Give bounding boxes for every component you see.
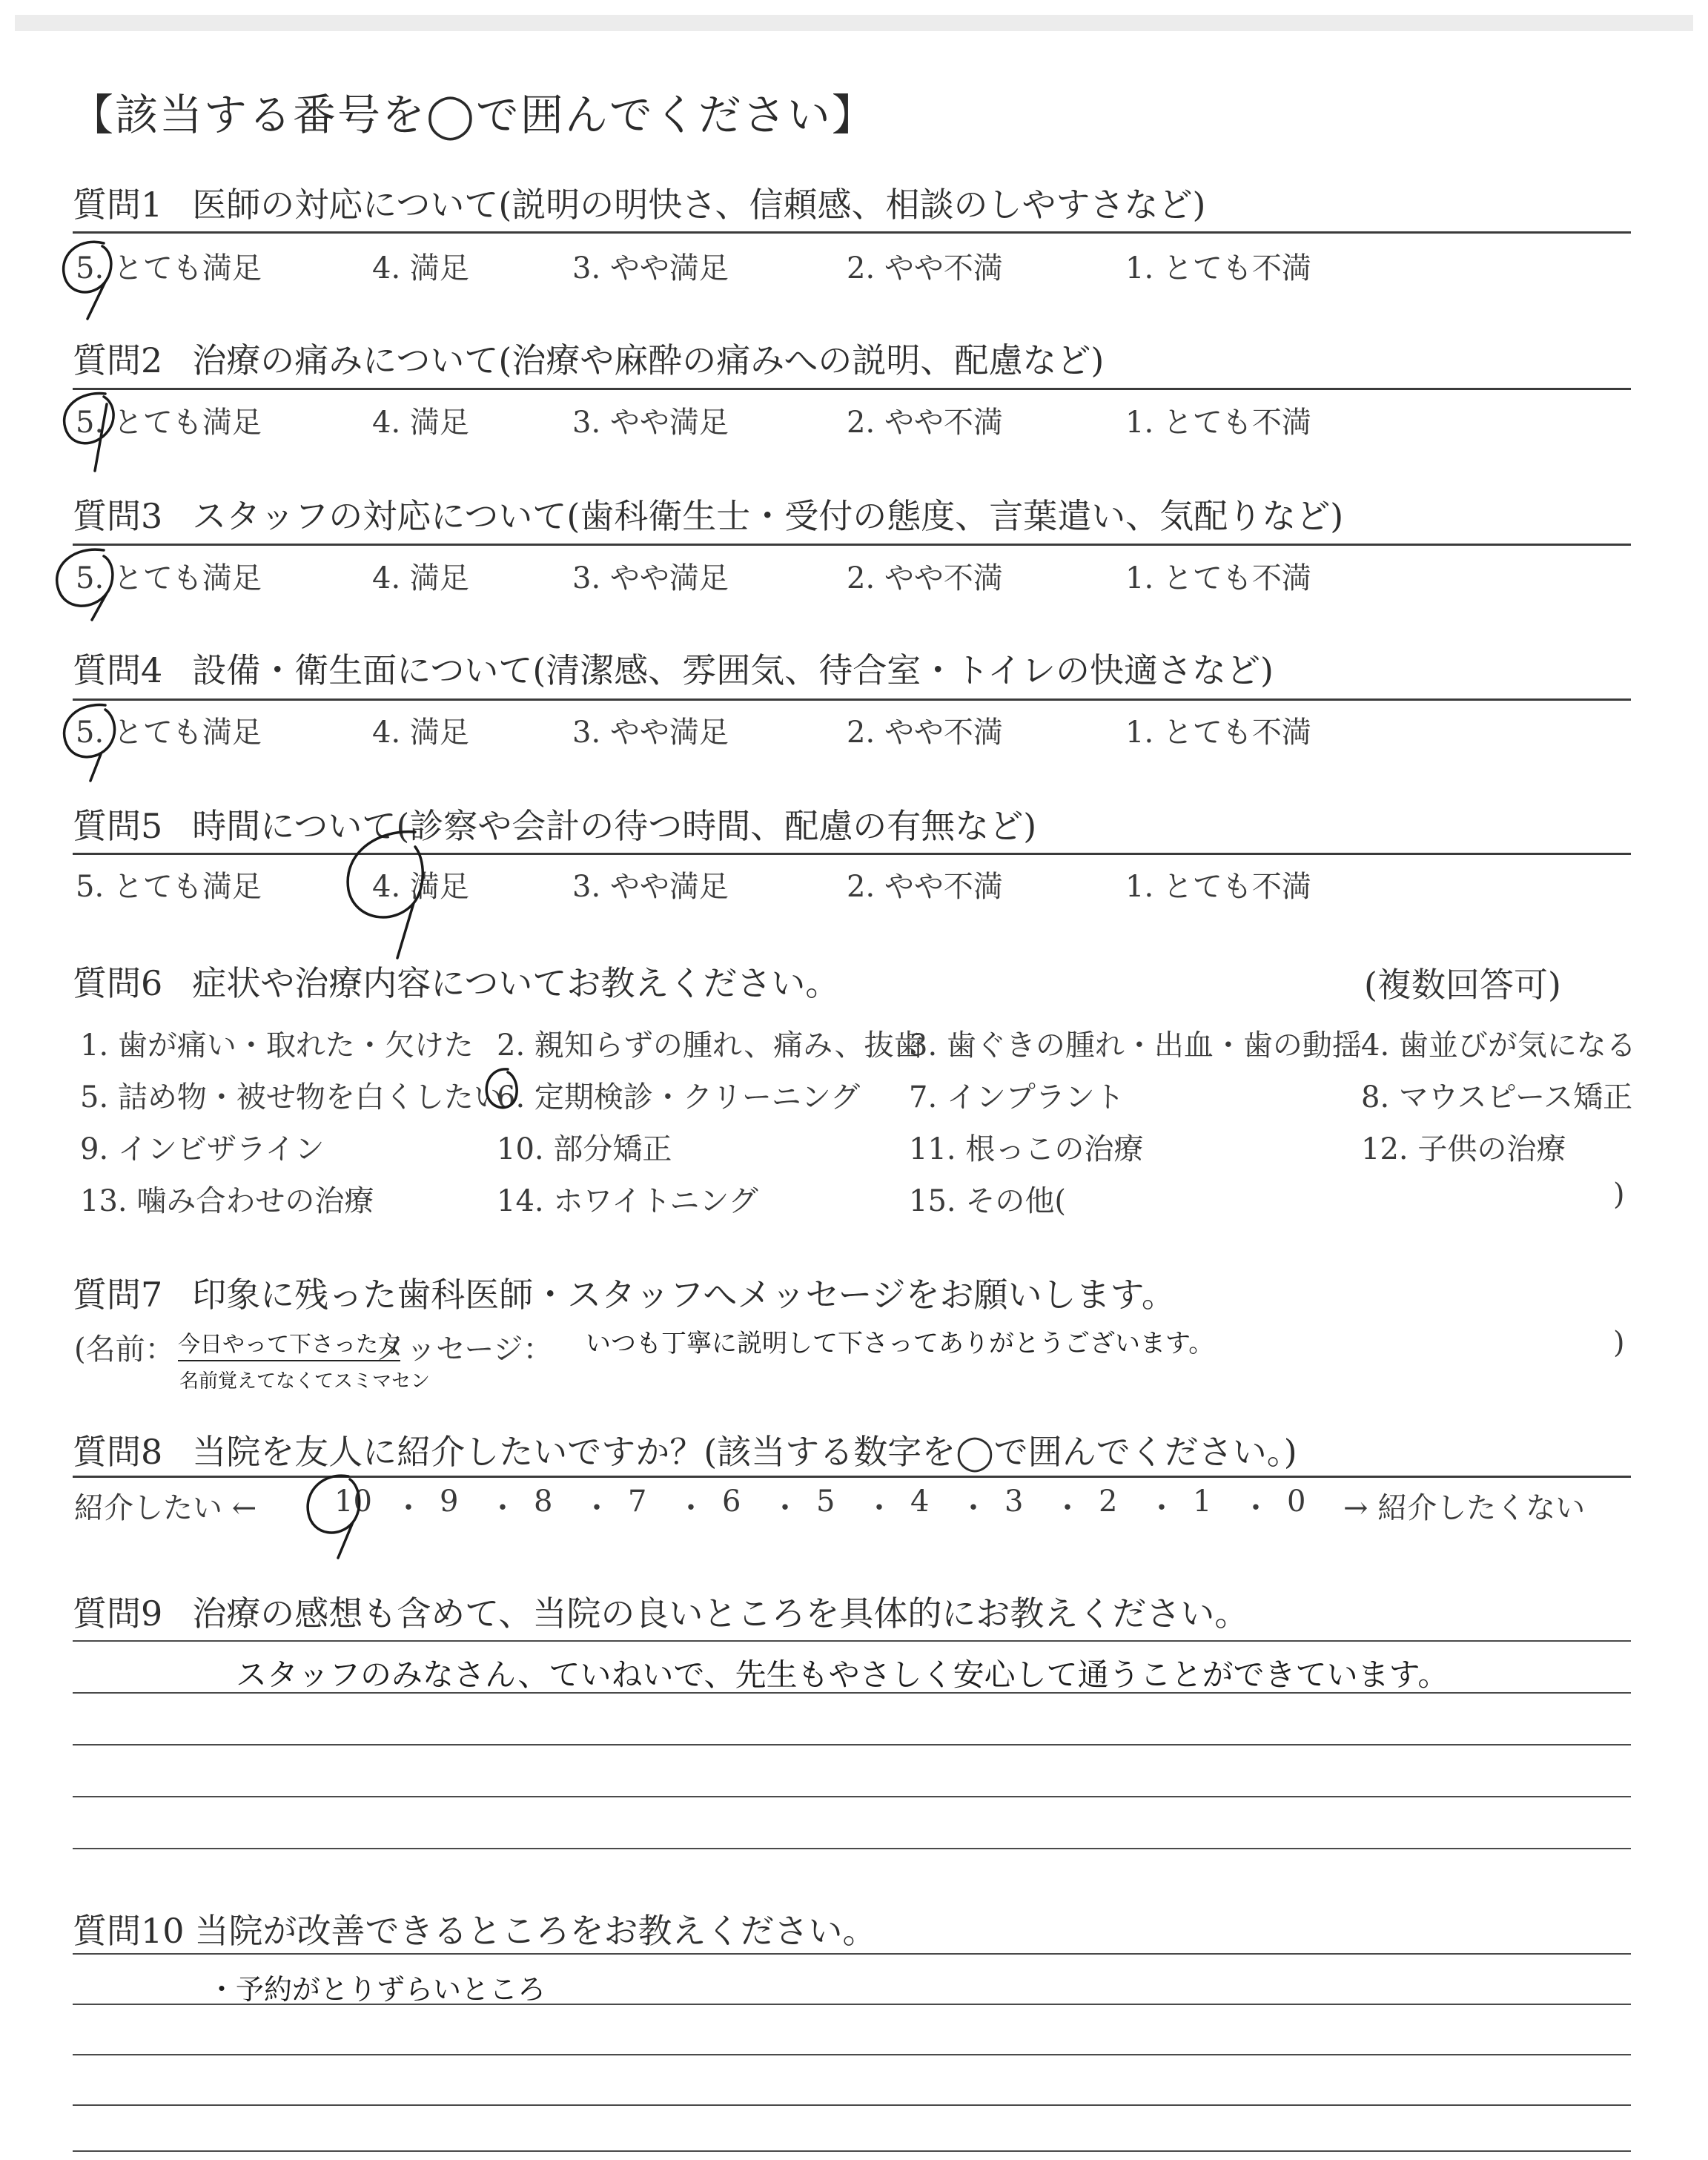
question-8-text: 当院を友人に紹介したいですか？(該当する数字を◯で囲んでください。) bbox=[192, 1432, 1297, 1472]
q4-option-4[interactable]: 4. 満足 bbox=[372, 716, 469, 750]
q8-score-5[interactable]: 5 bbox=[816, 1484, 835, 1519]
question-4-title bbox=[73, 644, 1274, 693]
q6-option-6[interactable]: 6. 定期検診・クリーニング bbox=[497, 1080, 861, 1114]
q9-line-4 bbox=[73, 1796, 1631, 1797]
question-3-text: スタッフの対応について(歯科衛生士・受付の態度、言葉遣い、気配りなど) bbox=[192, 496, 1344, 536]
q4-option-2[interactable]: 2. やや不満 bbox=[847, 716, 1003, 750]
question-8-number: 質問8 bbox=[73, 1432, 163, 1472]
q9-line-3 bbox=[73, 1744, 1631, 1745]
q8-score-4[interactable]: 4 bbox=[910, 1484, 930, 1519]
q6-option-15[interactable]: 15. その他( bbox=[909, 1184, 1066, 1218]
q8-separator-dot: ・ bbox=[1053, 1491, 1082, 1525]
question-10-text: 当院が改善できるところをお教えください。 bbox=[194, 1911, 877, 1951]
q1-option-3[interactable]: 3. やや満足 bbox=[572, 251, 729, 285]
question-1-rule bbox=[73, 231, 1631, 234]
q10-line-4 bbox=[73, 2104, 1631, 2106]
q3-option-2[interactable]: 2. やや不満 bbox=[847, 561, 1003, 595]
q8-score-10[interactable]: 10 bbox=[334, 1484, 372, 1519]
question-3-number: 質問3 bbox=[73, 496, 163, 536]
q10-line-3 bbox=[73, 2054, 1631, 2055]
q9-line-5 bbox=[73, 1848, 1631, 1849]
q6-option-7[interactable]: 7. インプラント bbox=[909, 1080, 1125, 1114]
page-title: 【該当する番号を◯で囲んでください】 bbox=[70, 90, 876, 140]
q8-separator-dot: ・ bbox=[864, 1491, 894, 1525]
q8-score-0[interactable]: 0 bbox=[1287, 1484, 1306, 1519]
q6-option-2[interactable]: 2. 親知らずの腫れ、痛み、抜歯 bbox=[497, 1028, 924, 1063]
q2-option-3[interactable]: 3. やや満足 bbox=[572, 406, 729, 440]
question-5-rule bbox=[73, 853, 1631, 855]
q3-option-1[interactable]: 1. とても不満 bbox=[1125, 561, 1311, 595]
q7-close-paren: ) bbox=[1613, 1326, 1625, 1360]
question-9-text: 治療の感想も含めて、当院の良いところを具体的にお教えください。 bbox=[192, 1593, 1249, 1634]
q5-option-5[interactable]: 5. とても満足 bbox=[76, 870, 262, 904]
q8-separator-dot: ・ bbox=[488, 1491, 517, 1525]
q8-score-2[interactable]: 2 bbox=[1099, 1484, 1118, 1519]
q8-score-3[interactable]: 3 bbox=[1004, 1484, 1024, 1519]
q8-score-7[interactable]: 7 bbox=[628, 1484, 647, 1519]
q5-option-2[interactable]: 2. やや不満 bbox=[847, 870, 1003, 904]
q1-option-4[interactable]: 4. 満足 bbox=[372, 251, 469, 285]
question-7-number: 質問7 bbox=[73, 1275, 163, 1315]
question-2-rule bbox=[73, 388, 1631, 390]
question-9-number: 質問9 bbox=[73, 1593, 163, 1634]
q6-option-1[interactable]: 1. 歯が痛い・取れた・欠けた bbox=[80, 1028, 474, 1063]
q8-left-label: 紹介したい ← bbox=[74, 1491, 257, 1525]
q2-option-1[interactable]: 1. とても不満 bbox=[1125, 406, 1311, 440]
question-2-text: 治療の痛みについて(治療や麻酔の痛みへの説明、配慮など) bbox=[192, 340, 1105, 380]
q8-separator-dot: ・ bbox=[394, 1491, 423, 1525]
question-1-text: 医師の対応について(説明の明快さ、信頼感、相談のしやすさなど) bbox=[192, 185, 1206, 225]
q8-separator-dot: ・ bbox=[582, 1491, 612, 1525]
q5-option-3[interactable]: 3. やや満足 bbox=[572, 870, 729, 904]
question-2-number: 質問2 bbox=[73, 340, 163, 380]
q9-line-1 bbox=[73, 1640, 1631, 1642]
q10-handwritten-answer[interactable]: ・予約がとりずらいところ bbox=[208, 1973, 546, 2006]
q8-score-8[interactable]: 8 bbox=[534, 1484, 553, 1519]
question-6-text: 症状や治療内容についてお教えください。 bbox=[192, 963, 840, 1003]
q6-option-4[interactable]: 4. 歯並びが気になる bbox=[1361, 1028, 1636, 1063]
q1-option-2[interactable]: 2. やや不満 bbox=[847, 251, 1003, 285]
q8-separator-dot: ・ bbox=[1147, 1491, 1176, 1525]
q2-option-2[interactable]: 2. やや不満 bbox=[847, 406, 1003, 440]
scan-top-band bbox=[15, 15, 1693, 31]
q6-option-11[interactable]: 11. 根っこの治療 bbox=[909, 1132, 1144, 1166]
question-4-text: 設備・衛生面について(清潔感、雰囲気、待合室・トイレの快適さなど) bbox=[192, 650, 1274, 690]
q7-handwritten-message[interactable]: いつも丁寧に説明して下さってありがとうございます。 bbox=[586, 1329, 1214, 1358]
q10-line-1 bbox=[73, 1953, 1631, 1955]
question-10-number: 質問10 bbox=[73, 1911, 185, 1951]
multiple-answers-note: (複数回答可) bbox=[1364, 965, 1561, 1005]
q6-option-14[interactable]: 14. ホワイトニング bbox=[497, 1184, 758, 1218]
q8-score-6[interactable]: 6 bbox=[722, 1484, 741, 1519]
q6-other-close-paren: ) bbox=[1613, 1178, 1625, 1212]
question-5-number: 質問5 bbox=[73, 806, 163, 846]
q7-message-label: メッセージ： bbox=[377, 1332, 553, 1367]
question-8-title bbox=[73, 1425, 1297, 1474]
q6-option-12[interactable]: 12. 子供の治療 bbox=[1361, 1132, 1566, 1166]
question-3-rule bbox=[73, 544, 1631, 546]
q6-option-10[interactable]: 10. 部分矯正 bbox=[497, 1132, 672, 1166]
question-5-title bbox=[73, 799, 1036, 848]
q3-option-5[interactable]: 5. とても満足 bbox=[76, 561, 262, 595]
q6-option-3[interactable]: 3. 歯ぐきの腫れ・出血・歯の動揺 bbox=[909, 1028, 1362, 1063]
q10-line-5 bbox=[73, 2150, 1631, 2152]
q2-option-5[interactable]: 5. とても満足 bbox=[76, 406, 262, 440]
q1-option-1[interactable]: 1. とても不満 bbox=[1125, 251, 1311, 285]
q8-score-9[interactable]: 9 bbox=[440, 1484, 459, 1519]
q8-separator-dot: ・ bbox=[770, 1491, 800, 1525]
q6-option-13[interactable]: 13. 噛み合わせの治療 bbox=[80, 1184, 374, 1218]
q8-separator-dot: ・ bbox=[959, 1491, 988, 1525]
q7-handwritten-name[interactable]: 今日やって下さった方 bbox=[178, 1326, 400, 1361]
q4-option-5[interactable]: 5. とても満足 bbox=[76, 716, 262, 750]
q6-option-5[interactable]: 5. 詰め物・被せ物を白くしたい bbox=[80, 1080, 503, 1114]
q5-option-1[interactable]: 1. とても不満 bbox=[1125, 870, 1311, 904]
q8-right-label: → 紹介したくない bbox=[1343, 1491, 1586, 1525]
q3-option-3[interactable]: 3. やや満足 bbox=[572, 561, 729, 595]
q8-separator-dot: ・ bbox=[676, 1491, 706, 1525]
question-2-title bbox=[73, 334, 1104, 383]
question-10-title bbox=[73, 1904, 877, 1953]
question-6-number: 質問6 bbox=[73, 963, 163, 1003]
q5-option-4[interactable]: 4. 満足 bbox=[372, 870, 469, 904]
q7-name-label: (名前： bbox=[74, 1332, 175, 1367]
question-4-rule bbox=[73, 698, 1631, 701]
q4-option-3[interactable]: 3. やや満足 bbox=[572, 716, 729, 750]
q7-handwritten-name-note[interactable]: 名前覚えてなくてスミマセン bbox=[179, 1370, 431, 1393]
question-4-number: 質問4 bbox=[73, 650, 163, 690]
question-1-number: 質問1 bbox=[73, 185, 163, 225]
question-3-title bbox=[73, 489, 1343, 538]
q8-separator-dot: ・ bbox=[1241, 1491, 1271, 1525]
q6-option-9[interactable]: 9. インビザライン bbox=[80, 1132, 325, 1166]
q6-option-8[interactable]: 8. マウスピース矯正 bbox=[1361, 1080, 1633, 1114]
question-7-text: 印象に残った歯科医師・スタッフへメッセージをお願いします。 bbox=[192, 1275, 1176, 1315]
q8-score-1[interactable]: 1 bbox=[1193, 1484, 1212, 1519]
question-7-title bbox=[73, 1268, 1176, 1317]
q2-option-4[interactable]: 4. 満足 bbox=[372, 406, 469, 440]
question-1-title bbox=[73, 178, 1205, 227]
q9-handwritten-answer[interactable]: スタッフのみなさん、ていねいで、先生もやさしく安心して通うことができています。 bbox=[236, 1657, 1449, 1693]
question-6-title bbox=[73, 957, 839, 1005]
q4-option-1[interactable]: 1. とても不満 bbox=[1125, 716, 1311, 750]
question-5-text: 時間について(診察や会計の待つ時間、配慮の有無など) bbox=[192, 806, 1037, 846]
question-8-rule bbox=[73, 1476, 1631, 1478]
q3-option-4[interactable]: 4. 満足 bbox=[372, 561, 469, 595]
q1-option-5[interactable]: 5. とても満足 bbox=[76, 251, 262, 285]
question-9-title bbox=[73, 1587, 1248, 1636]
